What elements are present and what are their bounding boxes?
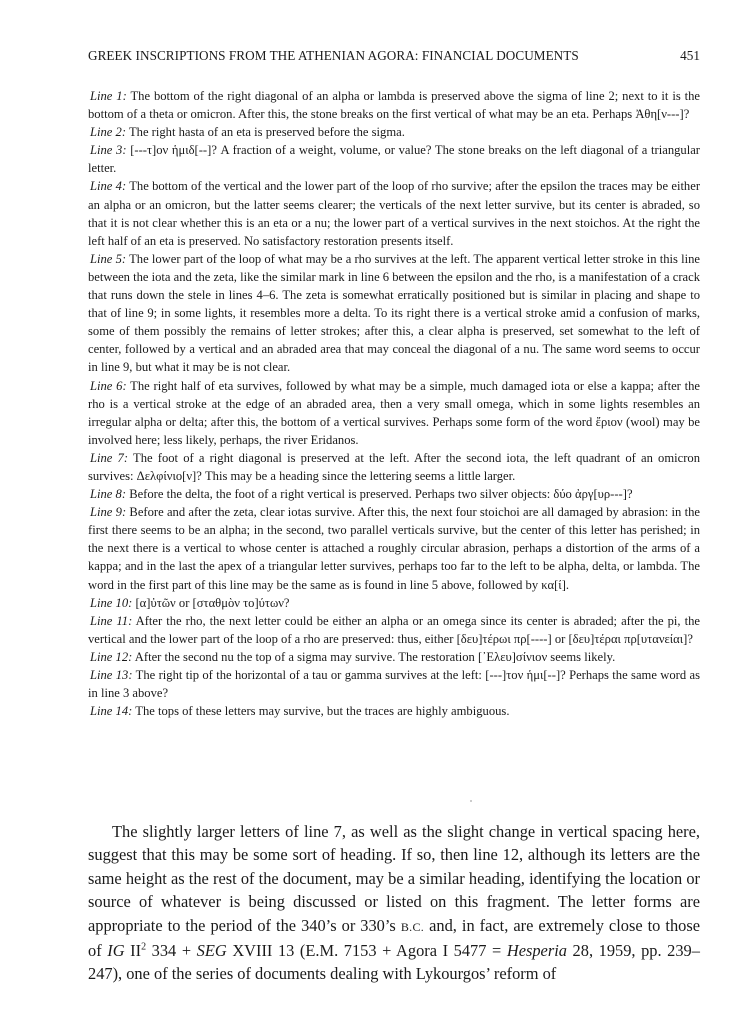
note-line-2 xyxy=(88,123,700,141)
citation-ig-superscript: 2 xyxy=(141,941,147,953)
body-text-segment: XVIII 13 (E.M. 7153 + Agora I 5477 = xyxy=(232,941,502,961)
body-text-segment: 334 + xyxy=(151,941,192,961)
note-line-11 xyxy=(88,612,700,648)
note-line-13 xyxy=(88,666,700,702)
note-label: Line 1: xyxy=(90,89,127,103)
note-line-1 xyxy=(88,87,700,123)
note-label: Line 11: xyxy=(90,613,133,628)
citation-seg: SEG xyxy=(196,941,227,961)
note-label: Line 8: xyxy=(90,487,127,502)
page-number: 451 xyxy=(680,48,700,63)
note-line-5 xyxy=(88,250,700,377)
note-label: Line 4: xyxy=(90,179,127,194)
note-text: The right tip of the horizontal of a tau or gamma survives at the left: [---]τον ἡμι[--]? Perhaps the same word as in line 3 above? xyxy=(88,668,700,701)
running-header xyxy=(88,48,700,64)
body-text-segment: 28, 1959, pp. 239–247), one of the series of documents dealing with Lykourgos’ reform of xyxy=(88,941,700,984)
note-text: After the second nu the top of a sigma may survive. The restoration [᾽Ελευ]σίνιον seems likely. xyxy=(134,649,616,664)
citation-ig: IG xyxy=(107,941,125,961)
running-header-title: GREEK INSCRIPTIONS FROM THE ATHENIAN AGORA: FINANCIAL DOCUMENTS xyxy=(88,48,579,63)
note-line-6 xyxy=(88,377,700,449)
note-line-4 xyxy=(88,177,700,249)
note-text: The lower part of the loop of what may be a rho survives at the left. The apparent vertical letter stroke in this line between the iota and the zeta, like the similar mark in line 6 between the epsilon and the rho, is a manifestation of a crack that runs down the stele in lines 4–6. The zeta is somewhat erratically positioned but is similar in placing and shape to that of line 9; in some lights, it resembles more a delta. To its right there is a vertical stroke amid a confusion of marks, some of them possibly the remains of letter strokes; after this, a clear alpha is preserved, set somewhat to the left of center, followed by a vertical and an abraded area that may conceal the diagonal of a nu. The same word seems to occur in line 9, but what it may be is not clear. xyxy=(88,251,701,375)
note-line-12 xyxy=(88,648,700,666)
note-text: The bottom of the right diagonal of an alpha or lambda is preserved above the sigma of line 2; next to it is the bottom of a theta or omicron. After this, the stone breaks on the first vertical of what may be an eta. Perhaps Ἀθη[ν---]? xyxy=(88,89,701,122)
note-line-7 xyxy=(88,449,700,485)
note-label: Line 13: xyxy=(90,668,133,682)
body-text xyxy=(88,820,700,986)
citation-ig-volume: II xyxy=(130,941,142,961)
note-line-9 xyxy=(88,503,700,593)
body-text-segment: The slightly larger letters of line 7, as well as the slight change in vertical spacing here, suggest that this may be some sort of heading. If so, then line 12, although its letters are the same height as the rest of the document, may be a similar heading, identifying the location or source of whatever is being discussed or listed on this fragment. The letter forms are appropriate to the period of the 340’s or 330’s xyxy=(88,822,700,935)
note-text: After the rho, the next letter could be either an alpha or an omega since its center is abraded; after the pi, the vertical and the lower part of the loop of a rho are preserved: thus, either [δευ]τέρωι πρ[----] or [δευ]τέραι πρ[υτανείαι]? xyxy=(88,613,700,646)
note-label: Line 3: xyxy=(90,143,127,158)
note-text: Before the delta, the foot of a right vertical is preserved. Perhaps two silver objects: δύο ἀργ[υρ---]? xyxy=(129,487,633,502)
note-text: [α]ὐτῶν or [σταθμὸν το]ύτων? xyxy=(135,595,290,610)
body-text-segment: and, in fact, are extremely close to those of xyxy=(88,915,700,961)
note-label: Line 5: xyxy=(90,251,127,266)
era-abbreviation: B.C. xyxy=(400,919,425,934)
note-text: The foot of a right diagonal is preserved at the left. After the second iota, the left quadrant of an omicron survives: Δελφίνιο[ν]? This may be a heading since the lettering seems a little larger. xyxy=(88,450,701,483)
note-text: The tops of these letters may survive, but the traces are highly ambiguous. xyxy=(135,704,510,719)
note-text: The bottom of the vertical and the lower part of the loop of rho survive; after the epsilon the traces may be either an alpha or an omicron, but the latter seems clearer; the verticals of the next letter survive, but its center is abraded, so that it is not clear whether this is an eta or a nu; the lower part of a vertical survives in the next stoichos. At the right the left half of an eta is preserved. No satisfactory restoration presents itself. xyxy=(88,179,701,248)
note-text: The right half of eta survives, followed by what may be a simple, much damaged iota or else a kappa; after the rho is a vertical stroke at the edge of an abraded area, then a very small omega, which in some lights resembles an irregular alpha or delta; after this, the bottom of a vertical survives. Perhaps some form of the word ἔριον (wool) may be involved here; less likely, perhaps, the river Eridanos. xyxy=(88,378,700,447)
note-label: Line 10: xyxy=(90,595,133,610)
note-line-3 xyxy=(88,141,700,177)
section-divider-dot xyxy=(470,800,472,802)
note-line-10 xyxy=(88,594,700,612)
note-text: [---τ]ον ἡμιδ[--]? A fraction of a weight, volume, or value? The stone breaks on the left diagonal of a triangular letter. xyxy=(88,143,700,176)
note-label: Line 7: xyxy=(90,450,129,465)
citation-hesperia: Hesperia xyxy=(506,941,567,961)
body-paragraph xyxy=(88,820,700,986)
note-text: Before and after the zeta, clear iotas survive. After this, the next four stoichoi are all damaged by abrasion: in the first there seems to be an alpha; in the second, two parallel verticals survive, but the center of this letter has perished; in the next there is a vertical to whose center is attached a roughly circular abrasion, perhaps a distortion of the arms of a kappa; and in the last the apex of a triangular letter survives, perhaps too far to the left to be alpha, delta, or lambda. The word in the first part of this line may be the same as is found in line 5 above, followed by κα[ί]. xyxy=(88,505,700,592)
note-line-8 xyxy=(88,485,700,503)
note-line-14 xyxy=(88,702,700,720)
note-label: Line 12: xyxy=(90,649,133,664)
note-label: Line 6: xyxy=(90,378,127,393)
note-text: The right hasta of an eta is preserved before the sigma. xyxy=(128,125,405,140)
line-notes xyxy=(88,87,700,720)
note-label: Line 2: xyxy=(90,125,127,140)
note-label: Line 14: xyxy=(90,704,133,719)
note-label: Line 9: xyxy=(90,505,127,520)
